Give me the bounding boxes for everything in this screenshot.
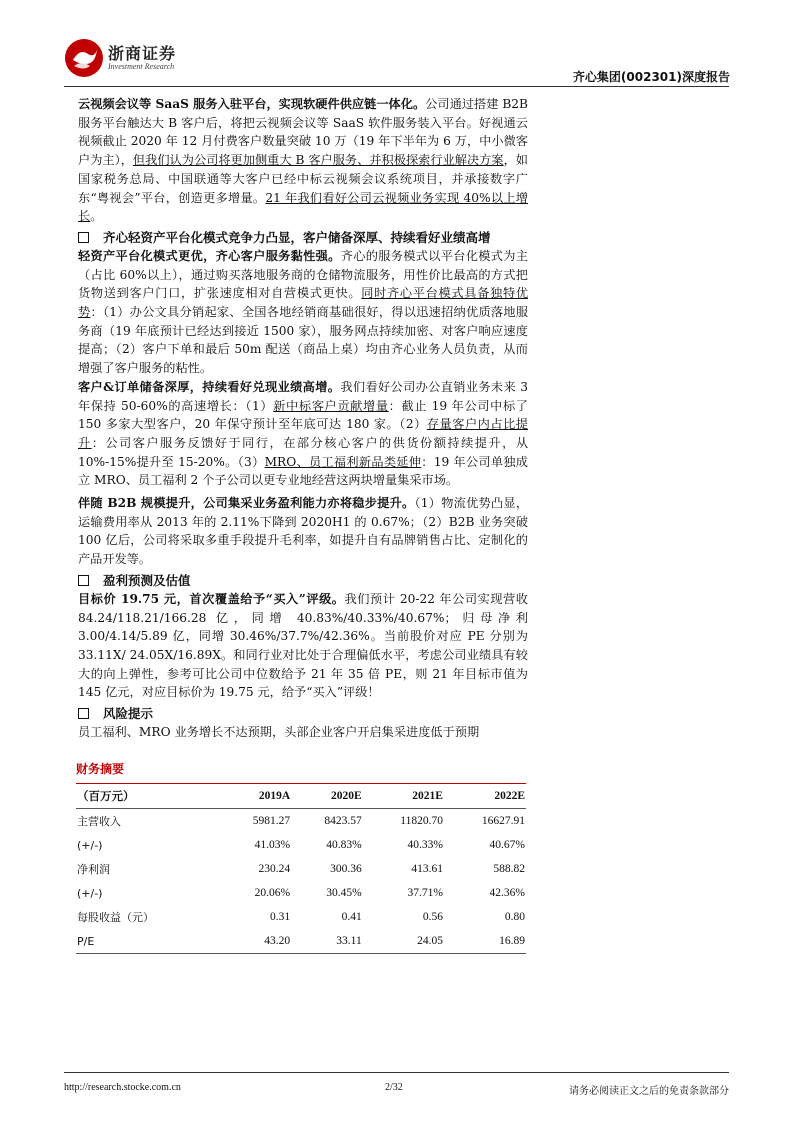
paragraph-risk: 员工福利、MRO 业务增长不达预期，头部企业客户开启集采进度低于预期 bbox=[78, 725, 480, 740]
text-run: 我们看好公司办公直销业务未来 3 年保持 50-60%的高速增长：（1） bbox=[78, 379, 528, 413]
section-title: 盈利预测及估值 bbox=[103, 572, 191, 588]
table-cell: 0.41 bbox=[341, 911, 362, 923]
header-year: 2019A bbox=[220, 784, 292, 809]
table-cell: 8423.57 bbox=[324, 815, 362, 827]
table-cell: 0.56 bbox=[422, 911, 443, 923]
report-title: 齐心集团(002301)深度报告 bbox=[572, 70, 730, 84]
text-run: 公司通过搭建 B2B 服务平台触达大 B 客户后，将把云视频会议等 SaaS 软件服务装入平台。好视通云视频截止 2020 年 12 月付费客户数量突破 10 万（19 年下半年为 6 万，中小微客户为主）， bbox=[78, 97, 528, 168]
table-cell: 33.11 bbox=[291, 929, 363, 954]
paragraph-lead: 云视频会议等 SaaS 服务入驻平台，实现软硬件供应链一体化。 bbox=[78, 97, 426, 111]
paragraph-saas bbox=[78, 95, 528, 226]
text-run: ：19 年公司单独成立 MRO、员工福利 2 个子公司以更专业地经营这两块增量集采市场。 bbox=[78, 454, 528, 488]
text-run: ：公司客户服务反馈好于同行，在部分核心客户的供货份额持续提升，从 10%-15%提升至 15-20%。（3） bbox=[78, 435, 529, 469]
table-cell: 20.06% bbox=[254, 887, 291, 899]
text-run: 我们预计 20-22 年公司实现营收 84.24/118.21/166.28 亿，同增 40.83%/40.33%/40.67%；归母净利 3.00/4.14/5.89 亿，同增 30.46%/37.7%/42.36%。当前股价对应 PE 分别为 33.11X/ 24.05X/16.89X。和同行业对比处于合理偏低水平，考虑公司业绩具有较大的向上弹性，参考可比公司中位数给予 21 年 35 倍 PE，则 21 年目标市值为 145 亿元，对应目标价为 19.75 元，给予“买入”评级！ bbox=[78, 591, 528, 700]
text-run: 。 bbox=[90, 209, 103, 224]
underlined-text: 存量客户内占比提升 bbox=[78, 417, 528, 450]
header-unit: （百万元） bbox=[76, 784, 220, 809]
table-cell: 413.61 bbox=[411, 863, 443, 875]
financial-summary bbox=[76, 760, 526, 954]
footer-divider bbox=[64, 1072, 729, 1073]
table-row bbox=[76, 881, 526, 905]
table-cell: 5981.27 bbox=[252, 815, 291, 827]
page-number: 2/32 bbox=[385, 1082, 403, 1093]
underlined-text: 21 年我们看好公司云视频业务实现 40%以上增长 bbox=[78, 190, 528, 224]
text-run: ，如国家税务总局、中国联通等大客户已经中标云视频会议系统项目，并承接数字广东“粤视会”平台，创造更多增量。 bbox=[78, 153, 528, 205]
table-cell: 41.03% bbox=[254, 839, 291, 851]
paragraph-platform bbox=[78, 247, 528, 378]
table-cell: 11820.70 bbox=[400, 815, 443, 827]
header-year: 2020E bbox=[291, 784, 363, 809]
underlined-text: 但我们认为公司将更加侧重大 B 客户服务、并积极探索行业解决方案 bbox=[132, 153, 504, 168]
row-label: 主营收入 bbox=[77, 815, 121, 828]
paragraph-lead: 目标价 19.75 元，首次覆盖给予“买入”评级。 bbox=[78, 591, 345, 606]
table-cell: 40.67% bbox=[489, 839, 525, 851]
paragraph-lead: 轻资产平台化模式更优，齐心客户服务黏性强。 bbox=[78, 248, 341, 263]
checkbox-bullet-icon bbox=[78, 708, 89, 719]
row-label: P/E bbox=[76, 929, 220, 954]
section-heading-forecast bbox=[78, 571, 528, 590]
table-cell: 0.31 bbox=[270, 911, 291, 923]
table-row bbox=[76, 929, 526, 954]
header-year: 2022E bbox=[444, 784, 526, 809]
text-run: （1）物流优势凸显，运输费用率从 2013 年的 2.11%下降到 2020H1 的 0.67%；（2）B2B 业务突破 100 亿后，公司将采取多重手段提升毛利率，如提升自有品牌销售占比、定制化的产品开发等。 bbox=[78, 496, 529, 567]
table-cell: 0.80 bbox=[504, 911, 525, 923]
table-row bbox=[76, 905, 526, 929]
footer-disclaimer: 请务必阅读正文之后的免责条款部分 bbox=[569, 1086, 729, 1097]
paragraph-valuation bbox=[78, 590, 528, 702]
section-heading-platform bbox=[78, 228, 528, 247]
table-cell: 24.05 bbox=[363, 929, 444, 954]
section-title: 风险提示 bbox=[103, 706, 154, 722]
footer-url-link[interactable]: http://research.stocke.com.cn bbox=[64, 1082, 181, 1093]
row-label: 净利润 bbox=[77, 863, 110, 876]
table-row bbox=[76, 857, 526, 881]
table-cell: 42.36% bbox=[489, 887, 525, 899]
table-cell: 37.71% bbox=[407, 887, 443, 899]
underlined-text: MRO、员工福利新品类延伸 bbox=[264, 454, 422, 469]
paragraph-b2b bbox=[78, 494, 528, 569]
paragraph-lead: 伴随 B2B 规模提升，公司集采业务盈利能力亦将稳步提升。 bbox=[78, 496, 415, 511]
table-cell: 40.33% bbox=[407, 839, 443, 851]
header-divider bbox=[64, 86, 729, 87]
table-cell: 16627.91 bbox=[481, 815, 525, 827]
paragraph-lead: 客户&订单储备深厚，持续看好兑现业绩高增。 bbox=[78, 379, 341, 394]
checkbox-bullet-icon bbox=[78, 575, 89, 586]
table-cell: 40.83% bbox=[326, 839, 362, 851]
underlined-text: 同时齐心平台模式具备独特优势 bbox=[78, 286, 529, 320]
table-cell: 43.20 bbox=[220, 929, 292, 954]
financial-table bbox=[76, 784, 526, 954]
row-label: (+/-) bbox=[77, 838, 103, 852]
row-label: 每股收益（元） bbox=[77, 911, 154, 924]
table-row bbox=[76, 833, 526, 857]
table-cell: 16.89 bbox=[444, 929, 526, 954]
header-year: 2021E bbox=[363, 784, 444, 809]
table-cell: 30.45% bbox=[326, 887, 362, 899]
table-header-row bbox=[76, 784, 526, 809]
section-title: 齐心轻资产平台化模式竞争力凸显，客户储备深厚、持续看好业绩高增 bbox=[103, 229, 491, 245]
brand-name-en: Investment Research bbox=[108, 62, 175, 71]
underlined-text: 新中标客户贡献增量 bbox=[273, 398, 389, 413]
page-header bbox=[0, 0, 793, 90]
checkbox-bullet-icon bbox=[78, 232, 89, 243]
text-run: ：（1）办公文具分销起家、全国各地经销商基础很好，得以迅速招纳优质落地服务商（19 年底预计已经达到接近 1500 家），服务网点持续加密、对客户响应速度提高；（2）客户下单和最后 50m 配送（商品上桌）均由齐心业务人员负责，从而增强了客户服务的粘性。 bbox=[78, 305, 529, 376]
report-body bbox=[78, 95, 528, 742]
table-cell: 300.36 bbox=[330, 863, 362, 875]
table-cell: 588.82 bbox=[493, 863, 525, 875]
table-title: 财务摘要 bbox=[76, 762, 125, 776]
table-row bbox=[76, 809, 526, 834]
brand-name-cn: 浙商证券 bbox=[108, 44, 177, 63]
section-heading-risk bbox=[78, 704, 528, 723]
text-run: ：截止 19 年公司中标了 150 多家大型客户，20 年保守预计至年底可达 180 家。（2） bbox=[78, 398, 528, 432]
zheshang-logo-icon bbox=[64, 38, 104, 78]
text-run: 齐心的服务模式以平台化模式为主（占比 60%以上），通过购买落地服务商的仓储物流服务，用性价比最高的方式把货物送到客户门口，扩张速度相对自营模式更快。 bbox=[78, 248, 528, 301]
row-label: (+/-) bbox=[77, 886, 103, 900]
table-cell: 230.24 bbox=[258, 863, 291, 875]
paragraph-orders bbox=[78, 378, 528, 490]
